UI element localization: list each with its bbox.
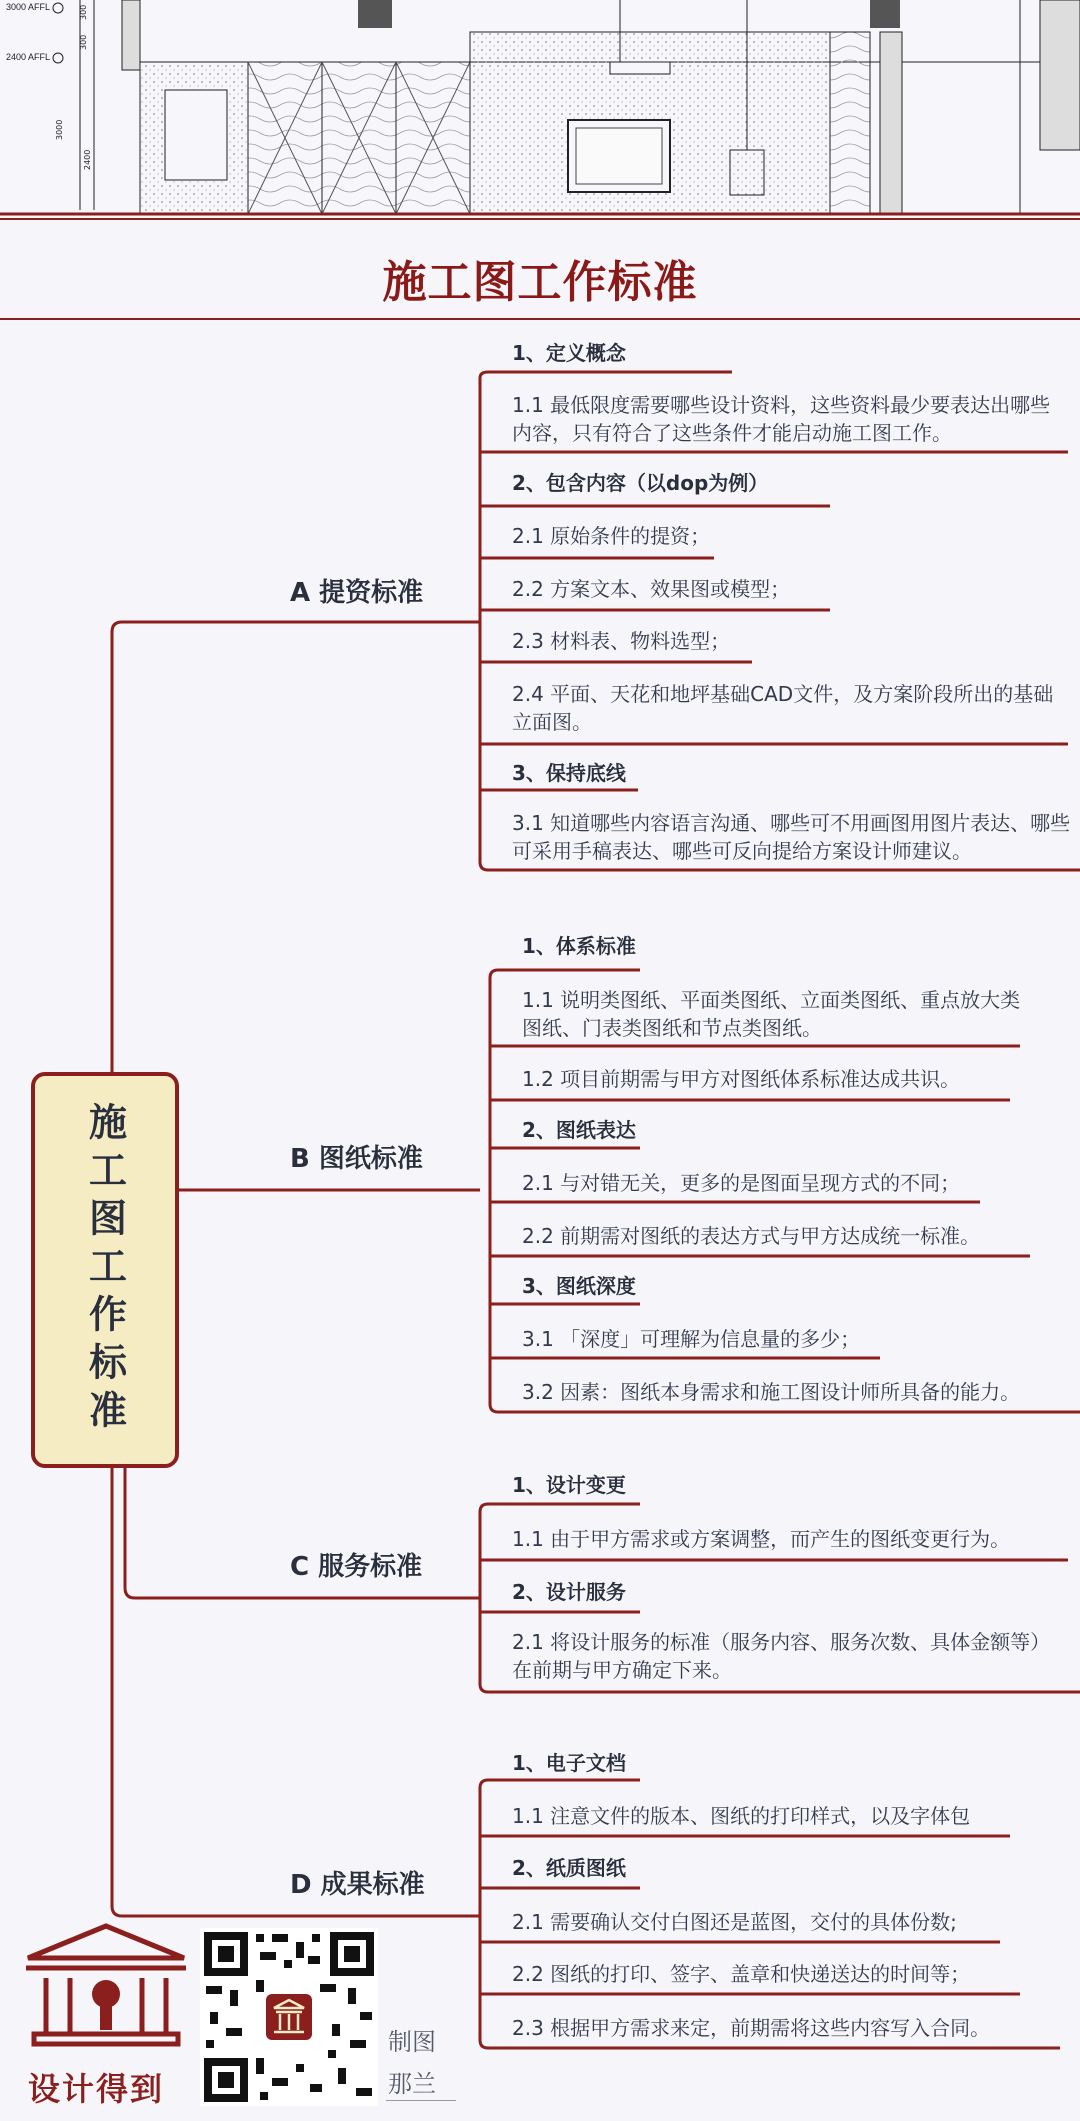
connector-d bbox=[112, 1468, 480, 1916]
node-d-2-2: 2.2 图纸的打印、签字、盖章和快递送达的时间等； bbox=[512, 1962, 971, 1986]
page-title: 施工图工作标准 bbox=[382, 257, 698, 308]
brand-logo bbox=[20, 1920, 192, 2064]
node-a-2-4: 2.4 平面、天花和地坪基础CAD文件，及方案阶段所出的基础立面图。 bbox=[512, 682, 1054, 734]
node-d-1-1: 1.1 注意文件的版本、图纸的打印样式，以及字体包 bbox=[512, 1804, 971, 1828]
dim-label: 300 bbox=[79, 4, 88, 20]
node-a-3-1: 3.1 知道哪些内容语言沟通、哪些可不用画图用图片表达、哪些可采用手稿表达、哪些可反向提给方案设计师建议。 bbox=[512, 811, 1071, 863]
node-b-1-1: 1.1 说明类图纸、平面类图纸、立面类图纸、重点放大类图纸、门表类图纸和节点类图纸。 bbox=[522, 988, 1021, 1040]
building-logo-icon bbox=[20, 1920, 192, 2060]
node-b-heading-3: 3、图纸深度 bbox=[522, 1274, 636, 1298]
node-d-2-3: 2.3 根据甲方需求来定，前期需将这些内容写入合同。 bbox=[512, 2016, 991, 2040]
node-a-2-1: 2.1 原始条件的提资； bbox=[512, 524, 711, 548]
node-d-heading-1: 1、电子文档 bbox=[512, 1751, 626, 1775]
branch-c-label: C 服务标准 bbox=[290, 1552, 423, 1582]
level-label: 3000 AFFL bbox=[6, 2, 51, 12]
node-c-heading-1: 1、设计变更 bbox=[512, 1473, 626, 1497]
node-a-heading-1: 1、定义概念 bbox=[512, 341, 626, 365]
node-d-heading-2: 2、纸质图纸 bbox=[512, 1856, 626, 1880]
node-a-2-2: 2.2 方案文本、效果图或模型； bbox=[512, 577, 791, 601]
root-node bbox=[31, 1072, 179, 1468]
node-a-heading-3: 3、保持底线 bbox=[512, 761, 626, 785]
level-label: 2400 AFFL bbox=[6, 52, 51, 62]
branch-a-label: A 提资标准 bbox=[290, 578, 424, 608]
connector-a bbox=[112, 622, 258, 1072]
root-node-label: 施工图工作标准 bbox=[82, 1102, 127, 1438]
connector-c bbox=[125, 1468, 258, 1598]
node-b-3-1: 3.1 「深度」可理解为信息量的多少； bbox=[522, 1327, 861, 1351]
node-c-2-1: 2.1 将设计服务的标准（服务内容、服务次数、具体金额等）在前期与甲方确定下来。 bbox=[512, 1630, 1051, 1682]
node-b-heading-1: 1、体系标准 bbox=[522, 934, 636, 958]
d-bracket bbox=[480, 1780, 640, 1916]
dim-label: 2400 bbox=[83, 149, 92, 170]
node-b-2-1: 2.1 与对错无关，更多的是图面呈现方式的不同； bbox=[522, 1171, 961, 1195]
node-d-2-1: 2.1 需要确认交付白图还是蓝图，交付的具体份数; bbox=[512, 1910, 957, 1934]
brand-name: 设计得到 bbox=[28, 2070, 165, 2108]
node-b-3-2: 3.2 因素：图纸本身需求和施工图设计师所具备的能力。 bbox=[522, 1380, 1021, 1404]
credit-underline bbox=[386, 2100, 456, 2101]
credit-line-2: 那兰 bbox=[388, 2070, 436, 2098]
node-a-heading-2: 2、包含内容（以dop为例） bbox=[512, 471, 769, 495]
node-c-heading-2: 2、设计服务 bbox=[512, 1580, 626, 1604]
node-a-2-3: 2.3 材料表、物料选型； bbox=[512, 629, 731, 653]
credit-line-1: 制图 bbox=[388, 2028, 436, 2056]
node-c-1-1: 1.1 由于甲方需求或方案调整，而产生的图纸变更行为。 bbox=[512, 1527, 1011, 1551]
branch-d-label: D 成果标准 bbox=[290, 1870, 425, 1900]
qr-code[interactable] bbox=[200, 1928, 378, 2106]
node-b-1-2: 1.2 项目前期需与甲方对图纸体系标准达成共识。 bbox=[522, 1067, 961, 1091]
branch-b-label: B 图纸标准 bbox=[290, 1144, 423, 1174]
node-b-2-2: 2.2 前期需对图纸的表达方式与甲方达成统一标准。 bbox=[522, 1224, 981, 1248]
qr-code-icon bbox=[200, 1928, 378, 2106]
node-a-1-1: 1.1 最低限度需要哪些设计资料，这些资料最少要表达出哪些内容，只有符合了这些条件才能启动施工图工作。 bbox=[512, 393, 1051, 445]
dim-label: 3000 bbox=[55, 119, 64, 140]
node-b-heading-2: 2、图纸表达 bbox=[522, 1118, 636, 1142]
dim-label: 300 bbox=[79, 34, 88, 50]
